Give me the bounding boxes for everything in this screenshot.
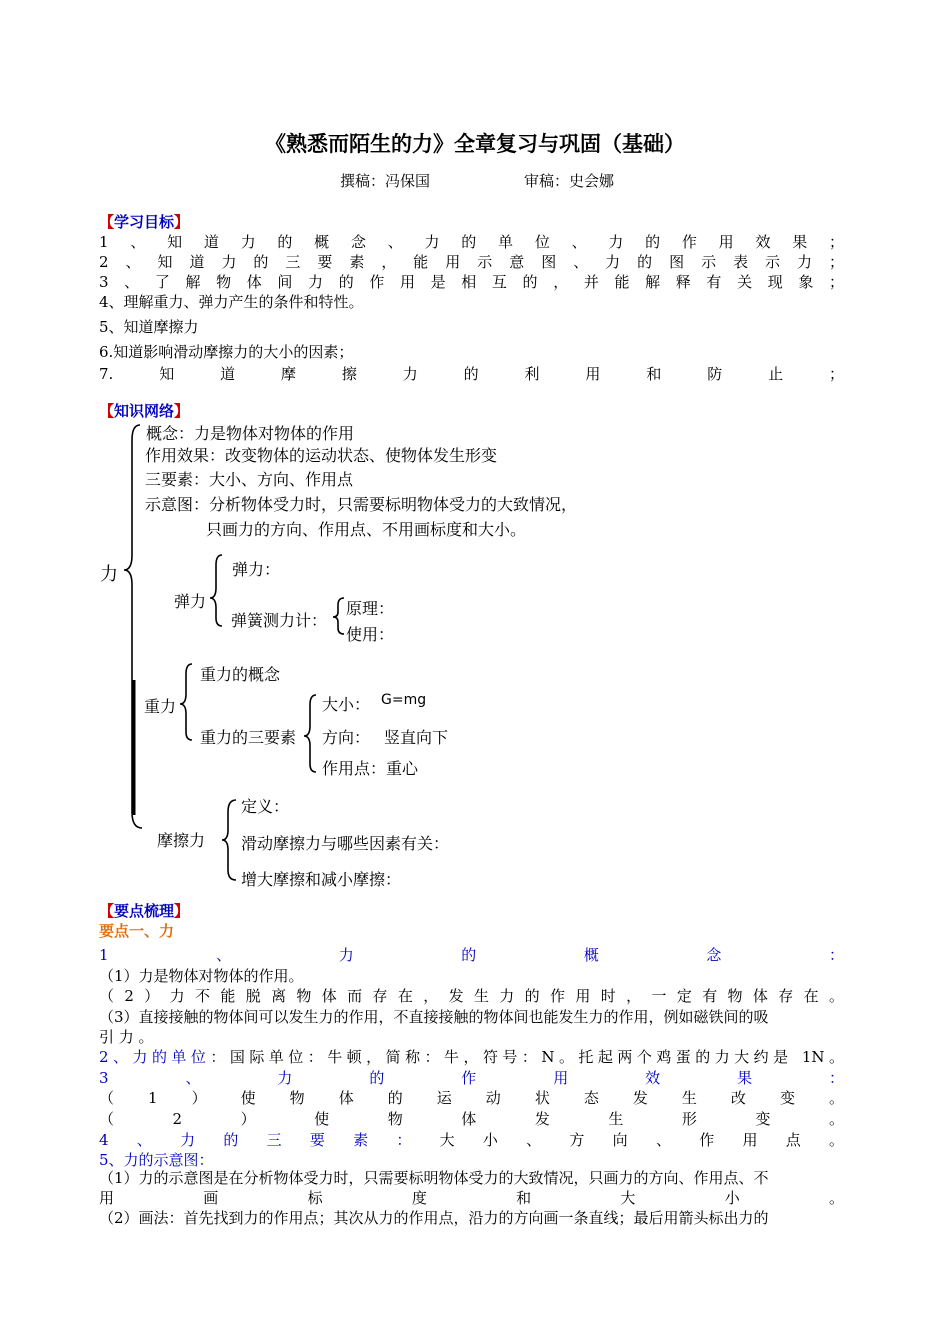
network-diagram-1: 示意图：分析物体受力时，只需要标明物体受力的大致情况， (145, 495, 578, 514)
reviewer: 审稿：史会娜 (524, 172, 615, 190)
network-size: 大小： (322, 695, 371, 714)
network-def: 定义： (241, 797, 290, 816)
point-1a: （1）力是物体对物体的作用。 (99, 967, 304, 985)
points-sub: 要点一、力 (99, 922, 175, 940)
points-heading: 【要点梳理】 (99, 902, 190, 920)
goal-7: 7.知道摩擦力的利用和防止； (99, 365, 844, 383)
network-direction: 方向： (322, 728, 371, 747)
network-sliding: 滑动摩擦力与哪些因素有关： (241, 834, 450, 853)
point-1b: （2）力不能脱离物体而存在，发生力的作用时，一定有物体存在。 (99, 987, 844, 1005)
network-usage: 使用： (346, 625, 395, 644)
page-title: 《熟悉而陌生的力》全章复习与巩固（基础） (265, 132, 685, 156)
goal-1: 1、知道力的概念、力的单位、力的作用效果； (99, 233, 844, 251)
point-3: 3、力的作用效果： (99, 1069, 844, 1087)
point-2: 2、力的单位：国际单位：牛顿，简称：牛，符号：N。托起两个鸡蛋的力大约是 1N。 (99, 1048, 844, 1066)
network-point: 作用点：重心 (322, 759, 419, 778)
network-formula: G=mg (381, 692, 427, 708)
point-3b: （2）使物体发生形变。 (99, 1110, 844, 1128)
writer: 撰稿：冯保国 (340, 172, 431, 190)
goal-5: 5、知道摩擦力 (99, 318, 199, 336)
point-1: 1、力的概念： (99, 946, 844, 964)
network-spring: 弹簧测力计： (231, 611, 328, 630)
network-direction-value: 竖直向下 (384, 728, 449, 747)
goal-4: 4、理解重力、弹力产生的条件和特性。 (99, 293, 364, 311)
network-elastic: 弹力 (174, 592, 207, 611)
goals-heading: 【学习目标】 (99, 213, 190, 231)
point-5b: （2）画法：首先找到力的作用点；其次从力的作用点，沿力的方向画一条直线；最后用箭头标出力的 (99, 1209, 769, 1227)
point-5a: （1）力的示意图是在分析物体受力时，只需要标明物体受力的大致情况，只画力的方向、作用点、不 (99, 1169, 769, 1187)
network-elastic-item: 弹力： (232, 560, 281, 579)
goal-6: 6.知道影响滑动摩擦力的大小的因素； (99, 343, 354, 361)
point-4: 4、力的三要素：大小、方向、作用点。 (99, 1131, 844, 1149)
goal-3: 3、了解物体间力的作用是相互的，并能解释有关现象； (99, 273, 844, 291)
network-concept: 概念：力是物体对物体的作用 (146, 424, 355, 443)
point-5a2: 用画标度和大小。 (99, 1189, 844, 1207)
network-increase: 增大摩擦和减小摩擦： (241, 870, 402, 889)
point-3a: （1）使物体的运动状态发生改变。 (99, 1089, 844, 1107)
point-1c2: 引 力 。 (99, 1028, 154, 1046)
network-friction: 摩擦力 (157, 831, 206, 850)
network-effect: 作用效果：改变物体的运动状态、使物体发生形变 (145, 446, 498, 465)
network-principle: 原理： (346, 599, 395, 618)
network-diagram-2: 只画力的方向、作用点、不用画标度和大小。 (206, 520, 527, 539)
network-gravity-concept: 重力的概念 (200, 665, 281, 684)
point-5: 5、力的示意图： (99, 1151, 214, 1169)
goal-2: 2、知道力的三要素，能用示意图、力的图示表示力； (99, 253, 844, 271)
network-gravity: 重力 (144, 697, 177, 716)
network-gravity-three: 重力的三要素 (200, 728, 297, 747)
point-1c: （3）直接接触的物体间可以发生力的作用，不直接接触的物体间也能发生力的作用，例如磁铁间的吸 (99, 1008, 769, 1026)
network-root: 力 (100, 564, 118, 585)
network-three: 三要素：大小、方向、作用点 (145, 470, 354, 489)
network-heading: 【知识网络】 (99, 402, 190, 420)
